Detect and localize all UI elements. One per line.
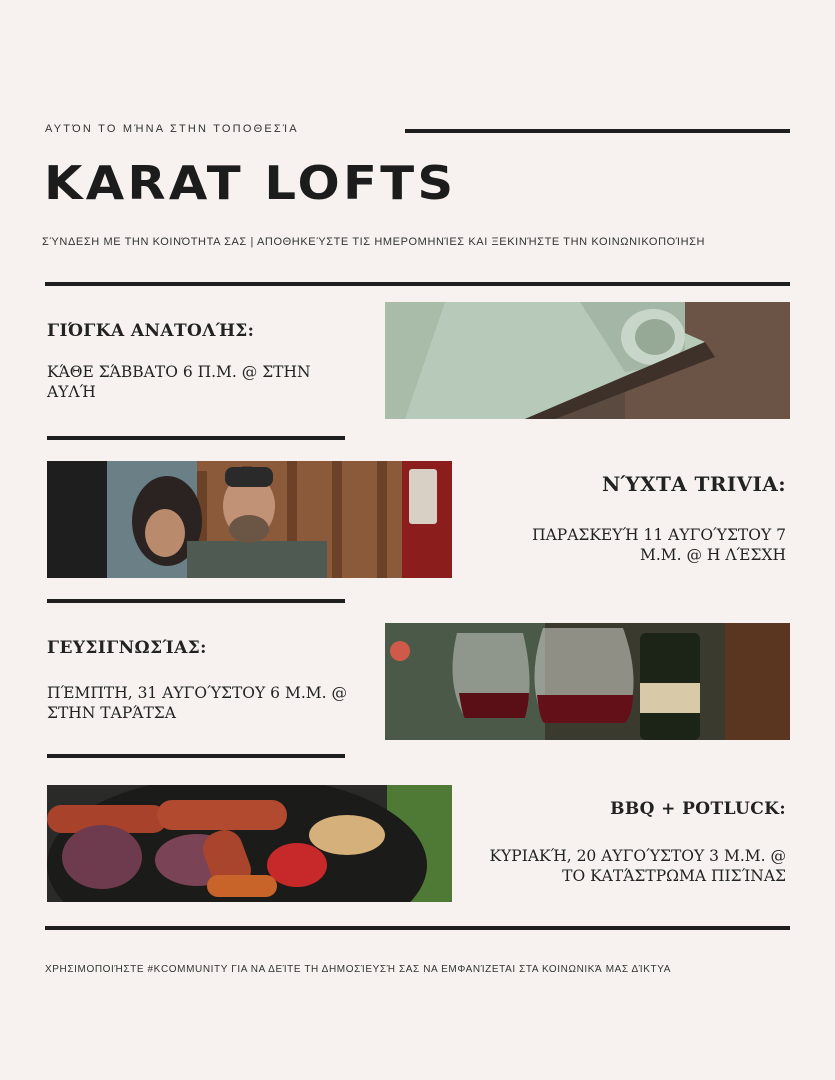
event-title: BBQ + POTLUCK:	[610, 799, 786, 819]
event-description: ΚΆΘΕ ΣΆΒΒΑΤΟ 6 Π.Μ. @ ΣΤΗΝ ΑΥΛΉ	[47, 363, 311, 401]
subtitle: ΣΎΝΔΕΣΗ ΜΕ ΤΗΝ ΚΟΙΝΌΤΗΤΑ ΣΑΣ | ΑΠΟΘΗΚΕΎΣΤΕ ΤΙΣ ΗΜΕΡΟΜΗΝΊΕΣ ΚΑΙ ΞΕΚΙΝΉΣΤΕ ΤΗΝ ΚΟΙΝΩΝΙΚΟΠΟΊΗΣΗ	[42, 236, 706, 248]
yoga-mat-photo	[385, 302, 790, 419]
event-divider	[47, 436, 345, 440]
event-divider	[47, 754, 345, 758]
bbq-grill-photo	[47, 785, 452, 902]
header-divider	[405, 129, 790, 133]
bottom-divider	[45, 926, 790, 930]
event-description: ΠΈΜΠΤΗ, 31 ΑΥΓΟΎΣΤΟΥ 6 Μ.Μ. @ ΣΤΗΝ ΤΑΡΆΤΣΑ	[47, 684, 347, 722]
event-description: ΚΥΡΙΑΚΉ, 20 ΑΥΓΟΎΣΤΟΥ 3 Μ.Μ. @ ΤΟ ΚΑΤΆΣΤΡΩΜΑ ΠΙΣΊΝΑΣ	[489, 847, 786, 885]
event-description: ΠΑΡΑΣΚΕΥΉ 11 ΑΥΓΟΎΣΤΟΥ 7 Μ.Μ. @ Η ΛΈΣΧΗ	[532, 526, 786, 564]
wine-glasses-photo	[385, 623, 790, 740]
event-title: ΓΙΌΓΚΑ ΑΝΑΤΟΛΉΣ:	[47, 321, 255, 341]
footer-hashtag-text: ΧΡΗΣΙΜΟΠΟΙΉΣΤΕ #KCOMMUNITY ΓΙΑ ΝΑ ΔΕΊΤΕ ΤΗ ΔΗΜΟΣΊΕΥΣΉ ΣΑΣ ΝΑ ΕΜΦΑΝΊΖΕΤΑΙ ΣΤΑ ΚΟΙΝΩΝΙΚΆ ΜΑΣ ΔΊΚΤΥΑ	[45, 964, 671, 975]
page-title: KARAT LOFTS	[44, 156, 457, 210]
top-divider	[45, 282, 790, 286]
people-laughing-photo	[47, 461, 452, 578]
event-title: ΓΕΥΣΙΓΝΩΣΊΑΣ:	[47, 638, 207, 658]
event-title: ΝΎΧΤΑ TRIVIA:	[601, 472, 786, 496]
event-divider	[47, 599, 345, 603]
eyebrow-label: ΑΥΤΌΝ ΤΟ ΜΉΝΑ ΣΤΗΝ ΤΟΠΟΘΕΣΊΑ	[45, 123, 299, 135]
